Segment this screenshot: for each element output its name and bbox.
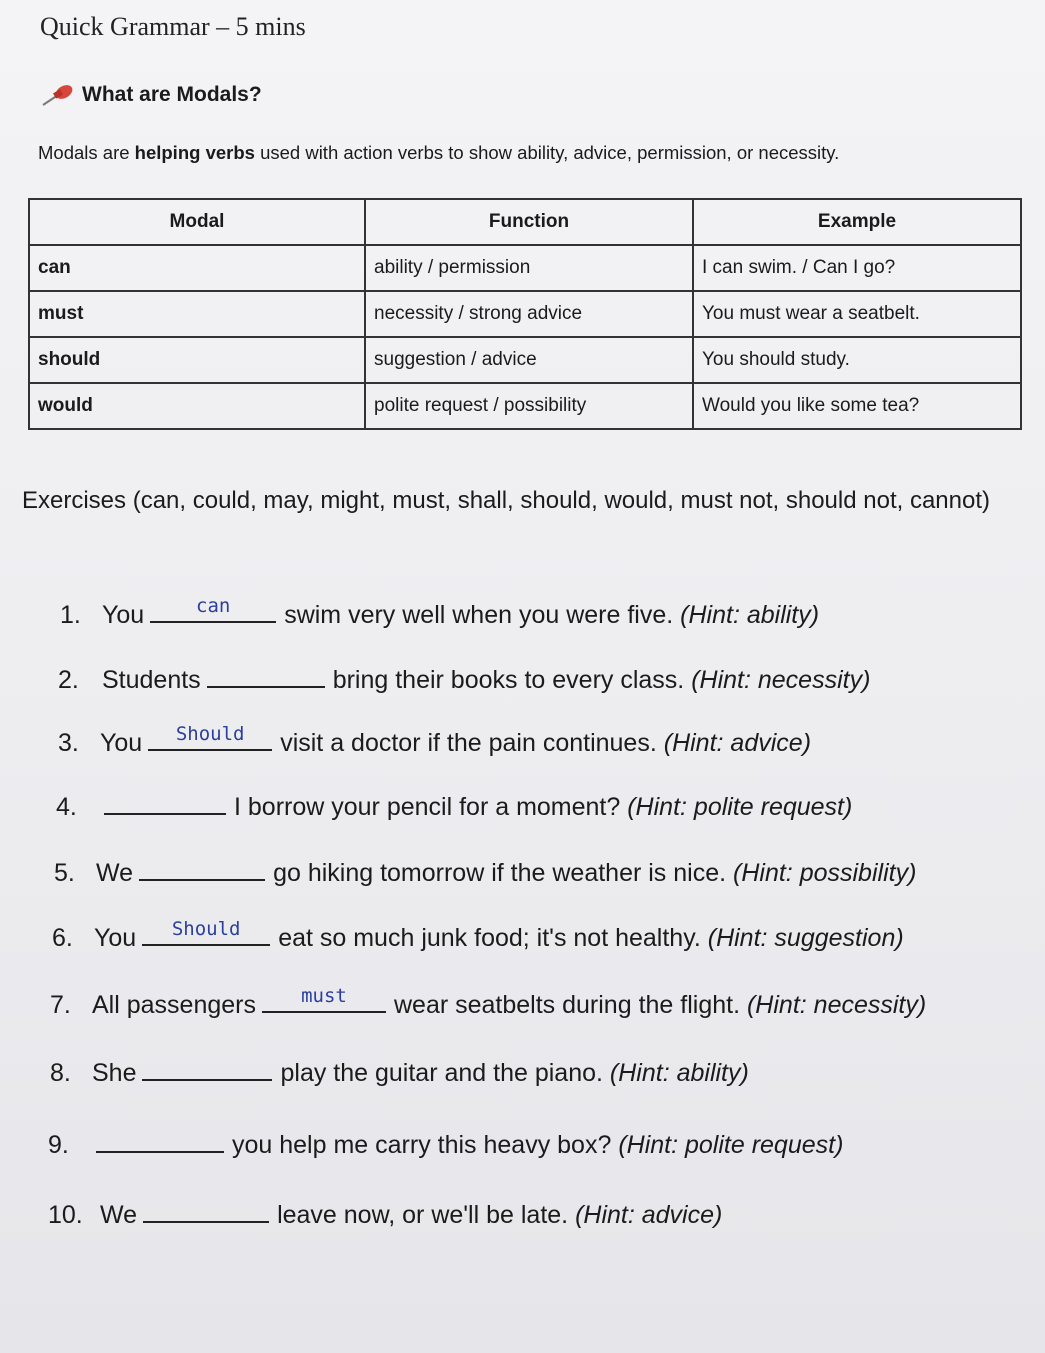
exercise-hint: (Hint: advice) <box>575 1201 723 1229</box>
example-cell: I can swim. / Can I go? <box>693 245 1021 291</box>
answer-blank[interactable] <box>96 1125 224 1153</box>
answer-blank[interactable] <box>104 787 226 815</box>
exercise-number: 6. <box>52 924 73 952</box>
handwritten-answer: Should <box>171 918 241 940</box>
exercise-number: 9. <box>48 1131 69 1159</box>
exercise-lead: All passengers <box>92 991 256 1019</box>
modal-cell: should <box>29 337 365 383</box>
exercise-item <box>60 595 819 630</box>
exercise-text: you help me carry this heavy box? <box>232 1131 612 1159</box>
modal-cell: can <box>29 245 365 291</box>
exercise-number: 3. <box>58 729 79 757</box>
exercise-text: eat so much junk food; it's not healthy. <box>278 924 701 952</box>
exercise-lead: We <box>100 1201 138 1229</box>
table-row <box>29 291 1021 337</box>
exercise-text: leave now, or we'll be late. <box>277 1201 569 1229</box>
exercise-lead: You <box>100 729 143 757</box>
table-row <box>29 337 1021 383</box>
exercise-hint: (Hint: necessity) <box>746 991 927 1019</box>
exercises-title: Exercises (can, could, may, might, must, shall, should, would, must not, should not, cannot) <box>22 487 991 514</box>
function-cell: ability / permission <box>365 245 693 291</box>
exercise-hint: (Hint: polite request) <box>627 793 853 821</box>
exercise-text: swim very well when you were five. <box>284 601 674 629</box>
example-cell: You must wear a seatbelt. <box>693 291 1021 337</box>
table-header: Function <box>365 199 693 245</box>
exercise-number: 1. <box>60 601 81 629</box>
exercise-item <box>48 1195 722 1230</box>
exercise-hint: (Hint: possibility) <box>733 859 917 887</box>
exercise-number: 4. <box>56 793 77 821</box>
section-heading <box>40 82 262 108</box>
example-cell: Would you like some tea? <box>693 383 1021 429</box>
exercise-number: 7. <box>50 991 71 1019</box>
answer-blank[interactable] <box>150 595 276 623</box>
exercise-item <box>58 723 811 758</box>
handwritten-answer: must <box>301 985 347 1007</box>
exercise-text: I borrow your pencil for a moment? <box>234 793 621 821</box>
exercise-hint: (Hint: ability) <box>680 601 820 629</box>
page-title: Quick Grammar – 5 mins <box>40 12 306 41</box>
exercise-item <box>50 985 926 1020</box>
exercise-item <box>50 1053 749 1088</box>
exercise-lead: She <box>92 1059 137 1087</box>
exercise-text: play the guitar and the piano. <box>280 1059 603 1087</box>
exercise-lead: You <box>102 601 145 629</box>
answer-blank[interactable] <box>142 918 270 946</box>
exercise-item <box>56 787 852 822</box>
exercise-lead: You <box>94 924 137 952</box>
table-header: Example <box>693 199 1021 245</box>
exercise-hint: (Hint: advice) <box>663 729 812 757</box>
exercise-item <box>48 1125 843 1160</box>
exercise-text: wear seatbelts during the flight. <box>393 991 741 1019</box>
exercise-hint: (Hint: suggestion) <box>707 924 904 952</box>
section-heading-text: What are Modals? <box>82 83 262 106</box>
modal-cell: would <box>29 383 365 429</box>
answer-blank[interactable] <box>142 1053 272 1081</box>
handwritten-answer: Should <box>175 723 245 745</box>
modals-table <box>28 198 1022 430</box>
answer-blank[interactable] <box>139 853 265 881</box>
table-row <box>29 383 1021 429</box>
exercise-number: 5. <box>54 859 75 887</box>
exercise-item <box>52 918 904 953</box>
function-cell: polite request / possibility <box>365 383 693 429</box>
table-header-row <box>29 199 1021 245</box>
exercise-text: visit a doctor if the pain continues. <box>280 729 657 757</box>
exercise-number: 8. <box>50 1059 71 1087</box>
exercise-text: go hiking tomorrow if the weather is nice. <box>273 859 727 887</box>
exercise-hint: (Hint: polite request) <box>618 1131 844 1159</box>
answer-blank[interactable] <box>262 985 386 1013</box>
answer-blank[interactable] <box>207 660 325 688</box>
table-header: Modal <box>29 199 365 245</box>
function-cell: necessity / strong advice <box>365 291 693 337</box>
handwritten-answer: can <box>196 595 231 617</box>
answer-blank[interactable] <box>143 1195 269 1223</box>
exercise-number: 2. <box>58 666 79 694</box>
exercise-hint: (Hint: necessity) <box>691 666 871 694</box>
example-cell: You should study. <box>693 337 1021 383</box>
table-row <box>29 245 1021 291</box>
intro-text: Modals are helping verbs used with action verbs to show ability, advice, permission, or necessity. <box>38 142 840 163</box>
exercise-number: 10. <box>48 1201 83 1229</box>
exercise-hint: (Hint: ability) <box>609 1059 749 1087</box>
answer-blank[interactable] <box>148 723 272 751</box>
exercise-lead: We <box>96 859 134 887</box>
exercise-item <box>54 853 916 888</box>
pushpin-icon <box>40 82 78 108</box>
exercise-text: bring their books to every class. <box>332 666 685 694</box>
function-cell: suggestion / advice <box>365 337 693 383</box>
modal-cell: must <box>29 291 365 337</box>
exercise-item <box>58 660 870 695</box>
exercise-lead: Students <box>102 666 201 694</box>
